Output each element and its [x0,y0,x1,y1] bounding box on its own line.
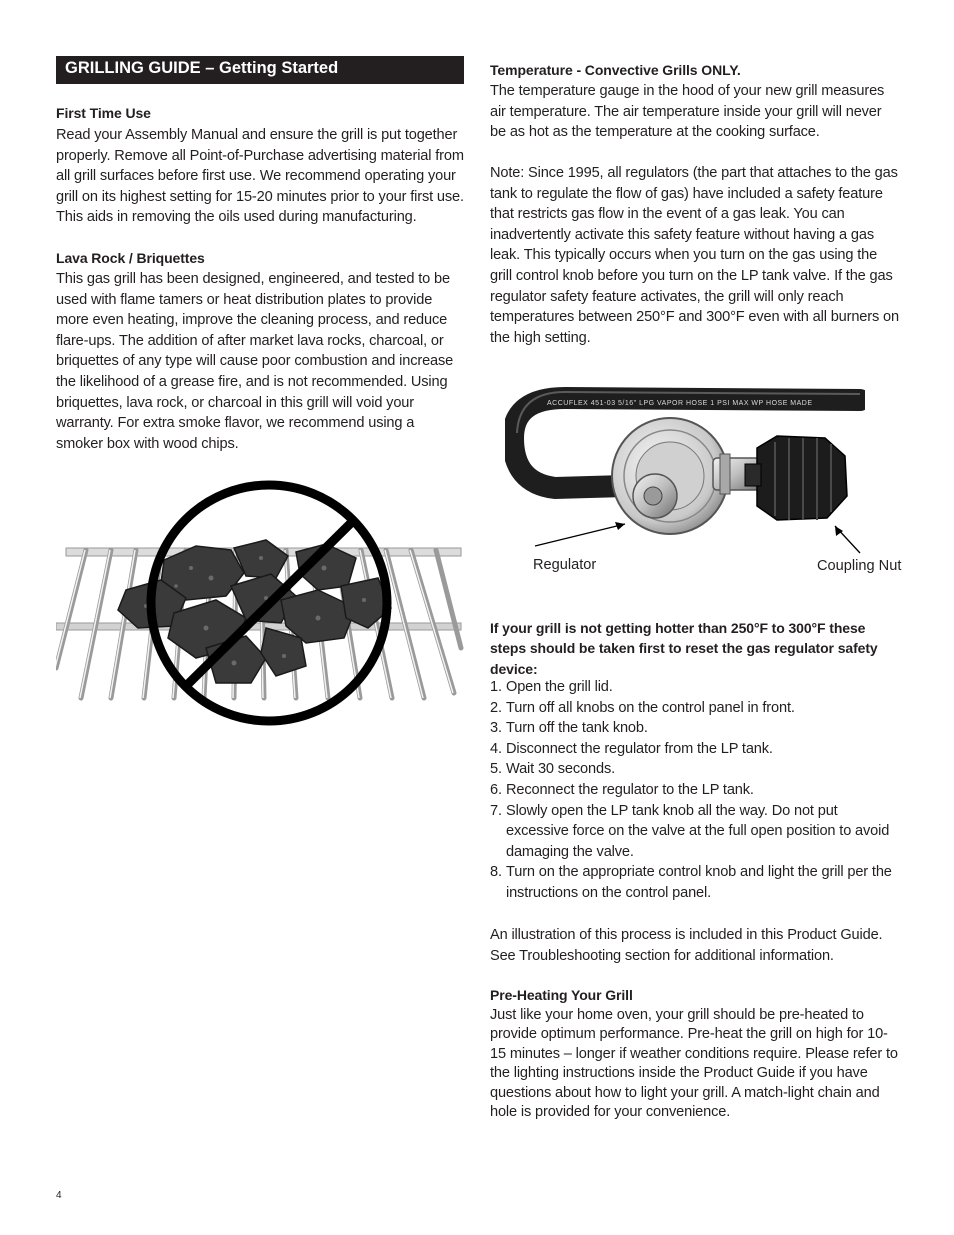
text-line: briquettes, lava rock, or charcoal in this grill will void your [56,394,414,411]
list-item [490,780,910,801]
step-text: instructions on the control panel. [506,884,712,901]
text-line: leak. This typically occurs when you turn on the gas using the [490,247,878,264]
lava-rock-body [56,269,476,454]
text-line: This gas grill has been designed, engineered, and tested to be [56,271,450,287]
list-item [490,677,910,698]
first-time-use-heading: First Time Use [56,105,151,121]
coupling-nut-label: Coupling Nut [817,558,902,574]
regulator-label: Regulator [533,557,597,573]
text-line: An illustration of this process is included in this Product Guide. [490,927,883,943]
regulator-illustration [505,378,865,563]
reset-steps-list [490,677,910,904]
step-text: Open the grill lid. [506,679,613,695]
step-text: Turn off the tank knob. [506,720,648,737]
text-line: Note: Since 1995, all regulators (the part that attaches to the gas [490,165,898,181]
step-number: 8. [490,864,502,881]
text-line: air temperature. The air temperature inside your grill will never [490,103,882,120]
temperature-body [490,81,920,143]
text-line: tank to regulate the flow of gas) have included a safety feature [490,185,883,202]
text-line: The temperature gauge in the hood of your new grill measures [490,83,885,99]
text-line: warranty. For extra smoke flavor, we recommend using a [56,415,415,432]
note-body [490,163,920,348]
first-time-use-body [56,125,476,228]
text-line: more even heating, improve the cleaning process, and reduce [56,312,448,329]
text-line: the lighting instructions inside the Product Guide if you have [490,1065,868,1082]
illustration-note [490,925,920,966]
step-text: Turn off all knobs on the control panel in front. [506,699,795,716]
text-line: smoker box with wood chips. [56,435,239,452]
section-banner [56,56,464,84]
step-number: 4. [490,740,502,757]
step-number: 1. [490,679,502,695]
regulator-body [612,418,763,534]
step-text: damaging the valve. [506,843,634,860]
text-line: provide optimum performance. Pre-heat the grill on high for 10- [490,1026,888,1043]
temperature-heading: Temperature - Convective Grills ONLY. [490,62,741,78]
heading-line: steps should be taken first to reset the gas regulator safety [490,640,878,657]
step-text: Turn on the appropriate control knob and light the grill per the [506,864,892,881]
text-line: that restricts gas flow in the event of a gas leak. You can [490,206,845,223]
step-text: Wait 30 seconds. [506,761,615,778]
preheat-body [490,1006,920,1122]
heading-line: device: [490,660,538,677]
page-number: 4 [56,1190,62,1201]
text-line: This aids in removing the oils used during manufacturing. [56,209,417,226]
reset-heading [490,618,910,679]
text-line: hole is provided for your convenience. [490,1104,731,1121]
text-line: be as hot as the temperature at the cooking surface. [490,124,820,141]
hose-print: ACCUFLEX 451-03 5/16" LPG VAPOR HOSE 1 PSI MAX WP HOSE MADE [547,400,813,407]
step-text: Slowly open the LP tank knob all the way. Do not put [506,802,838,819]
step-text: Reconnect the regulator to the LP tank. [506,781,754,798]
text-line: flare-ups. The addition of after market lava rocks, charcoal, or [56,332,444,349]
step-number: 7. [490,802,502,819]
preheat-heading: Pre-Heating Your Grill [490,987,633,1003]
text-line: See Troubleshooting section for additional information. [490,947,834,964]
step-text: excessive force on the valve at the full open position to avoid [506,823,890,840]
list-item [490,739,910,760]
text-line: questions about how to light your grill. A match-light chain and [490,1084,880,1101]
text-line: properly. Remove all Point-of-Purchase advertising material from [56,147,464,164]
text-line: the likelihood of a grease fire, and is not recommended. Using [56,373,448,390]
heading-line: If your grill is not getting hotter than 250°F to 300°F these [490,620,866,636]
step-number: 3. [490,720,502,737]
text-line: briquettes of any type will cause poor combustion and increase [56,353,454,370]
banner-title: GRILLING GUIDE – Getting Started [65,59,339,77]
text-line: Read your Assembly Manual and ensure the grill is put together [56,127,458,143]
regulator-arrow [535,524,625,546]
list-item [490,862,910,903]
step-number: 2. [490,699,502,716]
text-line: 15 minutes – longer if weather conditions require. Please refer to [490,1045,898,1062]
coupling-nut-arrowhead [835,526,843,536]
coupling-nut [745,436,847,520]
list-item [490,718,910,739]
step-text: Disconnect the regulator from the LP tank. [506,740,773,757]
text-line: regulator safety feature activates, the grill will only reach [490,288,844,305]
text-line: inadvertently activate this safety feature without having a gas [490,226,874,243]
step-number: 5. [490,761,502,778]
text-line: grill on its highest setting for 15-20 minutes prior to your first use. [56,188,464,205]
lava-rock-heading: Lava Rock / Briquettes [56,250,205,266]
list-item [490,801,910,863]
no-lava-rock-illustration [56,478,466,728]
text-line: the high setting. [490,329,591,346]
text-line: grill control knob before you turn on the LP tank valve. If the gas [490,267,893,284]
list-item [490,698,910,719]
regulator-arrowhead [615,522,625,530]
text-line: Just like your home oven, your grill should be pre-heated to [490,1007,864,1023]
step-number: 6. [490,781,502,798]
list-item [490,759,910,780]
text-line: temperatures between 250°F and 300°F even with all burners on [490,309,899,326]
text-line: all grill surfaces before first use. We recommend operating your [56,168,456,185]
text-line: used with flame tamers or heat distribution plates to provide [56,291,433,308]
